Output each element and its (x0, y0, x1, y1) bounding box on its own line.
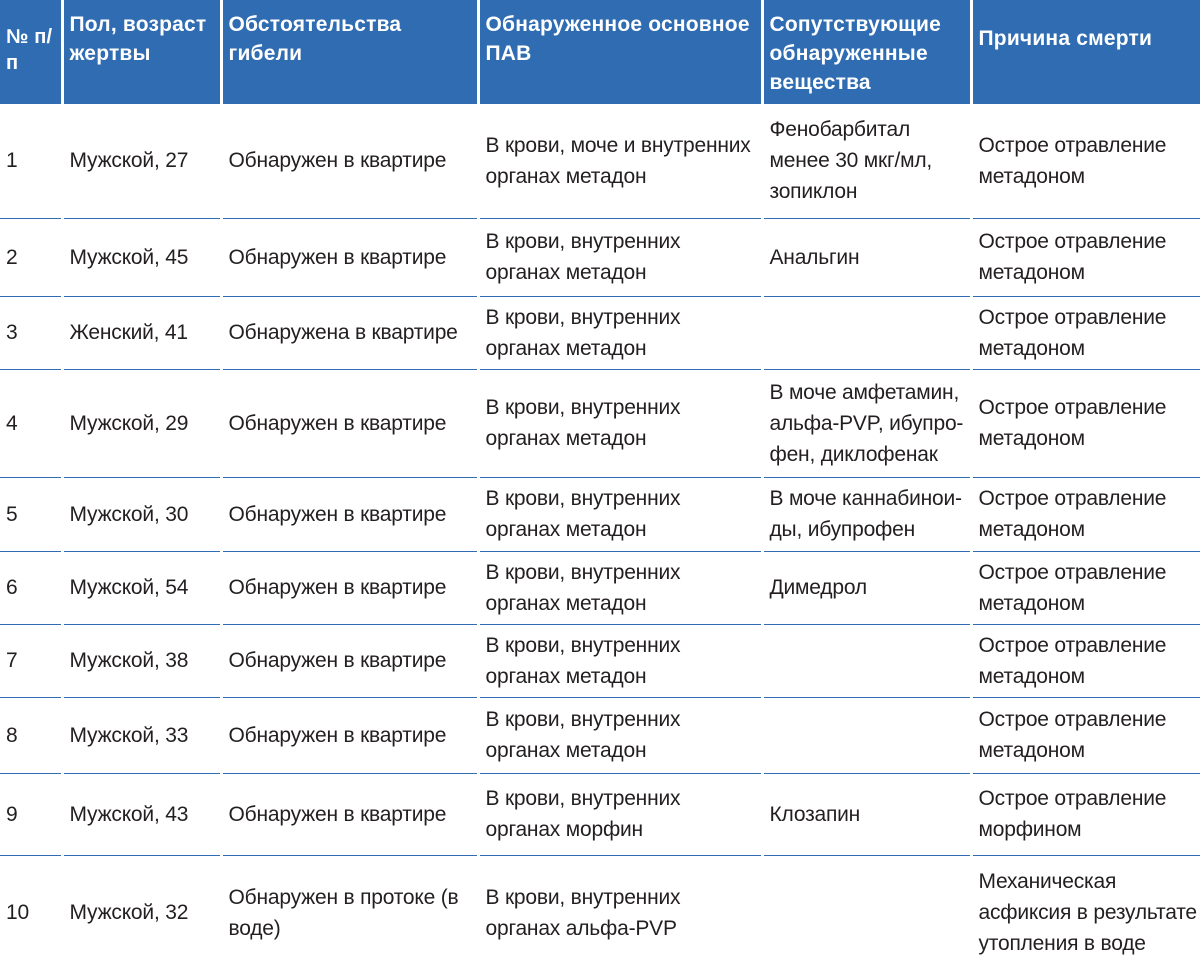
cell-number: 5 (0, 477, 62, 551)
cell-main-substance: В крови, внутренних органах метадон (478, 697, 762, 773)
cell-cause-of-death: Острое отравление метадоном (971, 296, 1200, 369)
table-row (0, 697, 1200, 773)
cell-main-substance: В крови, внутренних органах метадон (478, 477, 762, 551)
cell-circumstances: Обнаружен в квартире (221, 697, 478, 773)
cell-circumstances: Обнаружен в квартире (221, 551, 478, 624)
cell-number: 6 (0, 551, 62, 624)
cell-circumstances: Обнаружен в квартире (221, 773, 478, 855)
cell-number: 9 (0, 773, 62, 855)
cell-accompanying-substances: Анальгин (762, 218, 971, 296)
table-header (0, 0, 1200, 104)
table-row (0, 773, 1200, 855)
cell-sex-age: Мужской, 38 (62, 624, 221, 697)
cell-number: 4 (0, 369, 62, 477)
cell-cause-of-death: Острое отравление метадоном (971, 551, 1200, 624)
cell-cause-of-death: Острое отравление метадоном (971, 369, 1200, 477)
cell-accompanying-substances: В моче каннабинои-ды, ибупрофен (762, 477, 971, 551)
cell-sex-age: Мужской, 33 (62, 697, 221, 773)
cell-cause-of-death: Острое отравление метадоном (971, 697, 1200, 773)
cell-circumstances: Обнаружен в квартире (221, 477, 478, 551)
cell-circumstances: Обнаружен в квартире (221, 369, 478, 477)
cell-accompanying-substances (762, 697, 971, 773)
header-accompanying-substances: Сопутствующие обнаруженные вещества (762, 0, 971, 104)
cell-circumstances: Обнаружен в протоке (в воде) (221, 855, 478, 970)
cell-cause-of-death: Механическая асфиксия в результате утопления в воде (971, 855, 1200, 970)
cell-circumstances: Обнаружена в квартире (221, 296, 478, 369)
cell-cause-of-death: Острое отравление морфином (971, 773, 1200, 855)
cell-number: 1 (0, 104, 62, 218)
cell-main-substance: В крови, внутренних органах альфа-PVP (478, 855, 762, 970)
cell-accompanying-substances (762, 296, 971, 369)
header-circumstances: Обстоятельства гибели (221, 0, 478, 104)
cell-sex-age: Мужской, 45 (62, 218, 221, 296)
cell-accompanying-substances: Димедрол (762, 551, 971, 624)
cell-main-substance: В крови, внутренних органах метадон (478, 218, 762, 296)
cell-accompanying-substances (762, 855, 971, 970)
cell-cause-of-death: Острое отравление метадоном (971, 477, 1200, 551)
cell-number: 7 (0, 624, 62, 697)
cell-accompanying-substances: Фенобарбитал менее 30 мкг/мл, зопиклон (762, 104, 971, 218)
cell-cause-of-death: Острое отравление метадоном (971, 104, 1200, 218)
cell-cause-of-death: Острое отравление метадоном (971, 218, 1200, 296)
header-cause-of-death: Причина смерти (971, 0, 1200, 104)
cell-main-substance: В крови, внутренних органах метадон (478, 551, 762, 624)
cell-accompanying-substances (762, 624, 971, 697)
table-row (0, 477, 1200, 551)
table-row (0, 855, 1200, 970)
cell-sex-age: Мужской, 27 (62, 104, 221, 218)
cell-main-substance: В крови, моче и внутренних органах метадон (478, 104, 762, 218)
table-row (0, 104, 1200, 218)
table-row (0, 551, 1200, 624)
cell-circumstances: Обнаружен в квартире (221, 104, 478, 218)
cell-cause-of-death: Острое отравление метадоном (971, 624, 1200, 697)
cell-number: 10 (0, 855, 62, 970)
cell-main-substance: В крови, внутренних органах метадон (478, 624, 762, 697)
cell-number: 8 (0, 697, 62, 773)
header-sex-age: Пол, возраст жертвы (62, 0, 221, 104)
cell-circumstances: Обнаружен в квартире (221, 624, 478, 697)
cell-sex-age: Мужской, 54 (62, 551, 221, 624)
cell-accompanying-substances: В моче амфетамин, альфа-PVP, ибупро-фен, диклофенак (762, 369, 971, 477)
cell-accompanying-substances: Клозапин (762, 773, 971, 855)
cell-main-substance: В крови, внутренних органах метадон (478, 296, 762, 369)
cell-sex-age: Мужской, 43 (62, 773, 221, 855)
cell-sex-age: Мужской, 30 (62, 477, 221, 551)
cell-number: 3 (0, 296, 62, 369)
table-row (0, 218, 1200, 296)
cell-sex-age: Мужской, 32 (62, 855, 221, 970)
table-body (0, 104, 1200, 970)
table-row (0, 369, 1200, 477)
header-row (0, 0, 1200, 104)
cell-circumstances: Обнаружен в квартире (221, 218, 478, 296)
cell-main-substance: В крови, внутренних органах метадон (478, 369, 762, 477)
cell-number: 2 (0, 218, 62, 296)
cell-main-substance: В крови, внутренних органах морфин (478, 773, 762, 855)
table-row (0, 296, 1200, 369)
table-row (0, 624, 1200, 697)
header-number: № п/п (0, 0, 62, 104)
cell-sex-age: Женский, 41 (62, 296, 221, 369)
cell-sex-age: Мужской, 29 (62, 369, 221, 477)
header-main-substance: Обнаруженное основное ПАВ (478, 0, 762, 104)
